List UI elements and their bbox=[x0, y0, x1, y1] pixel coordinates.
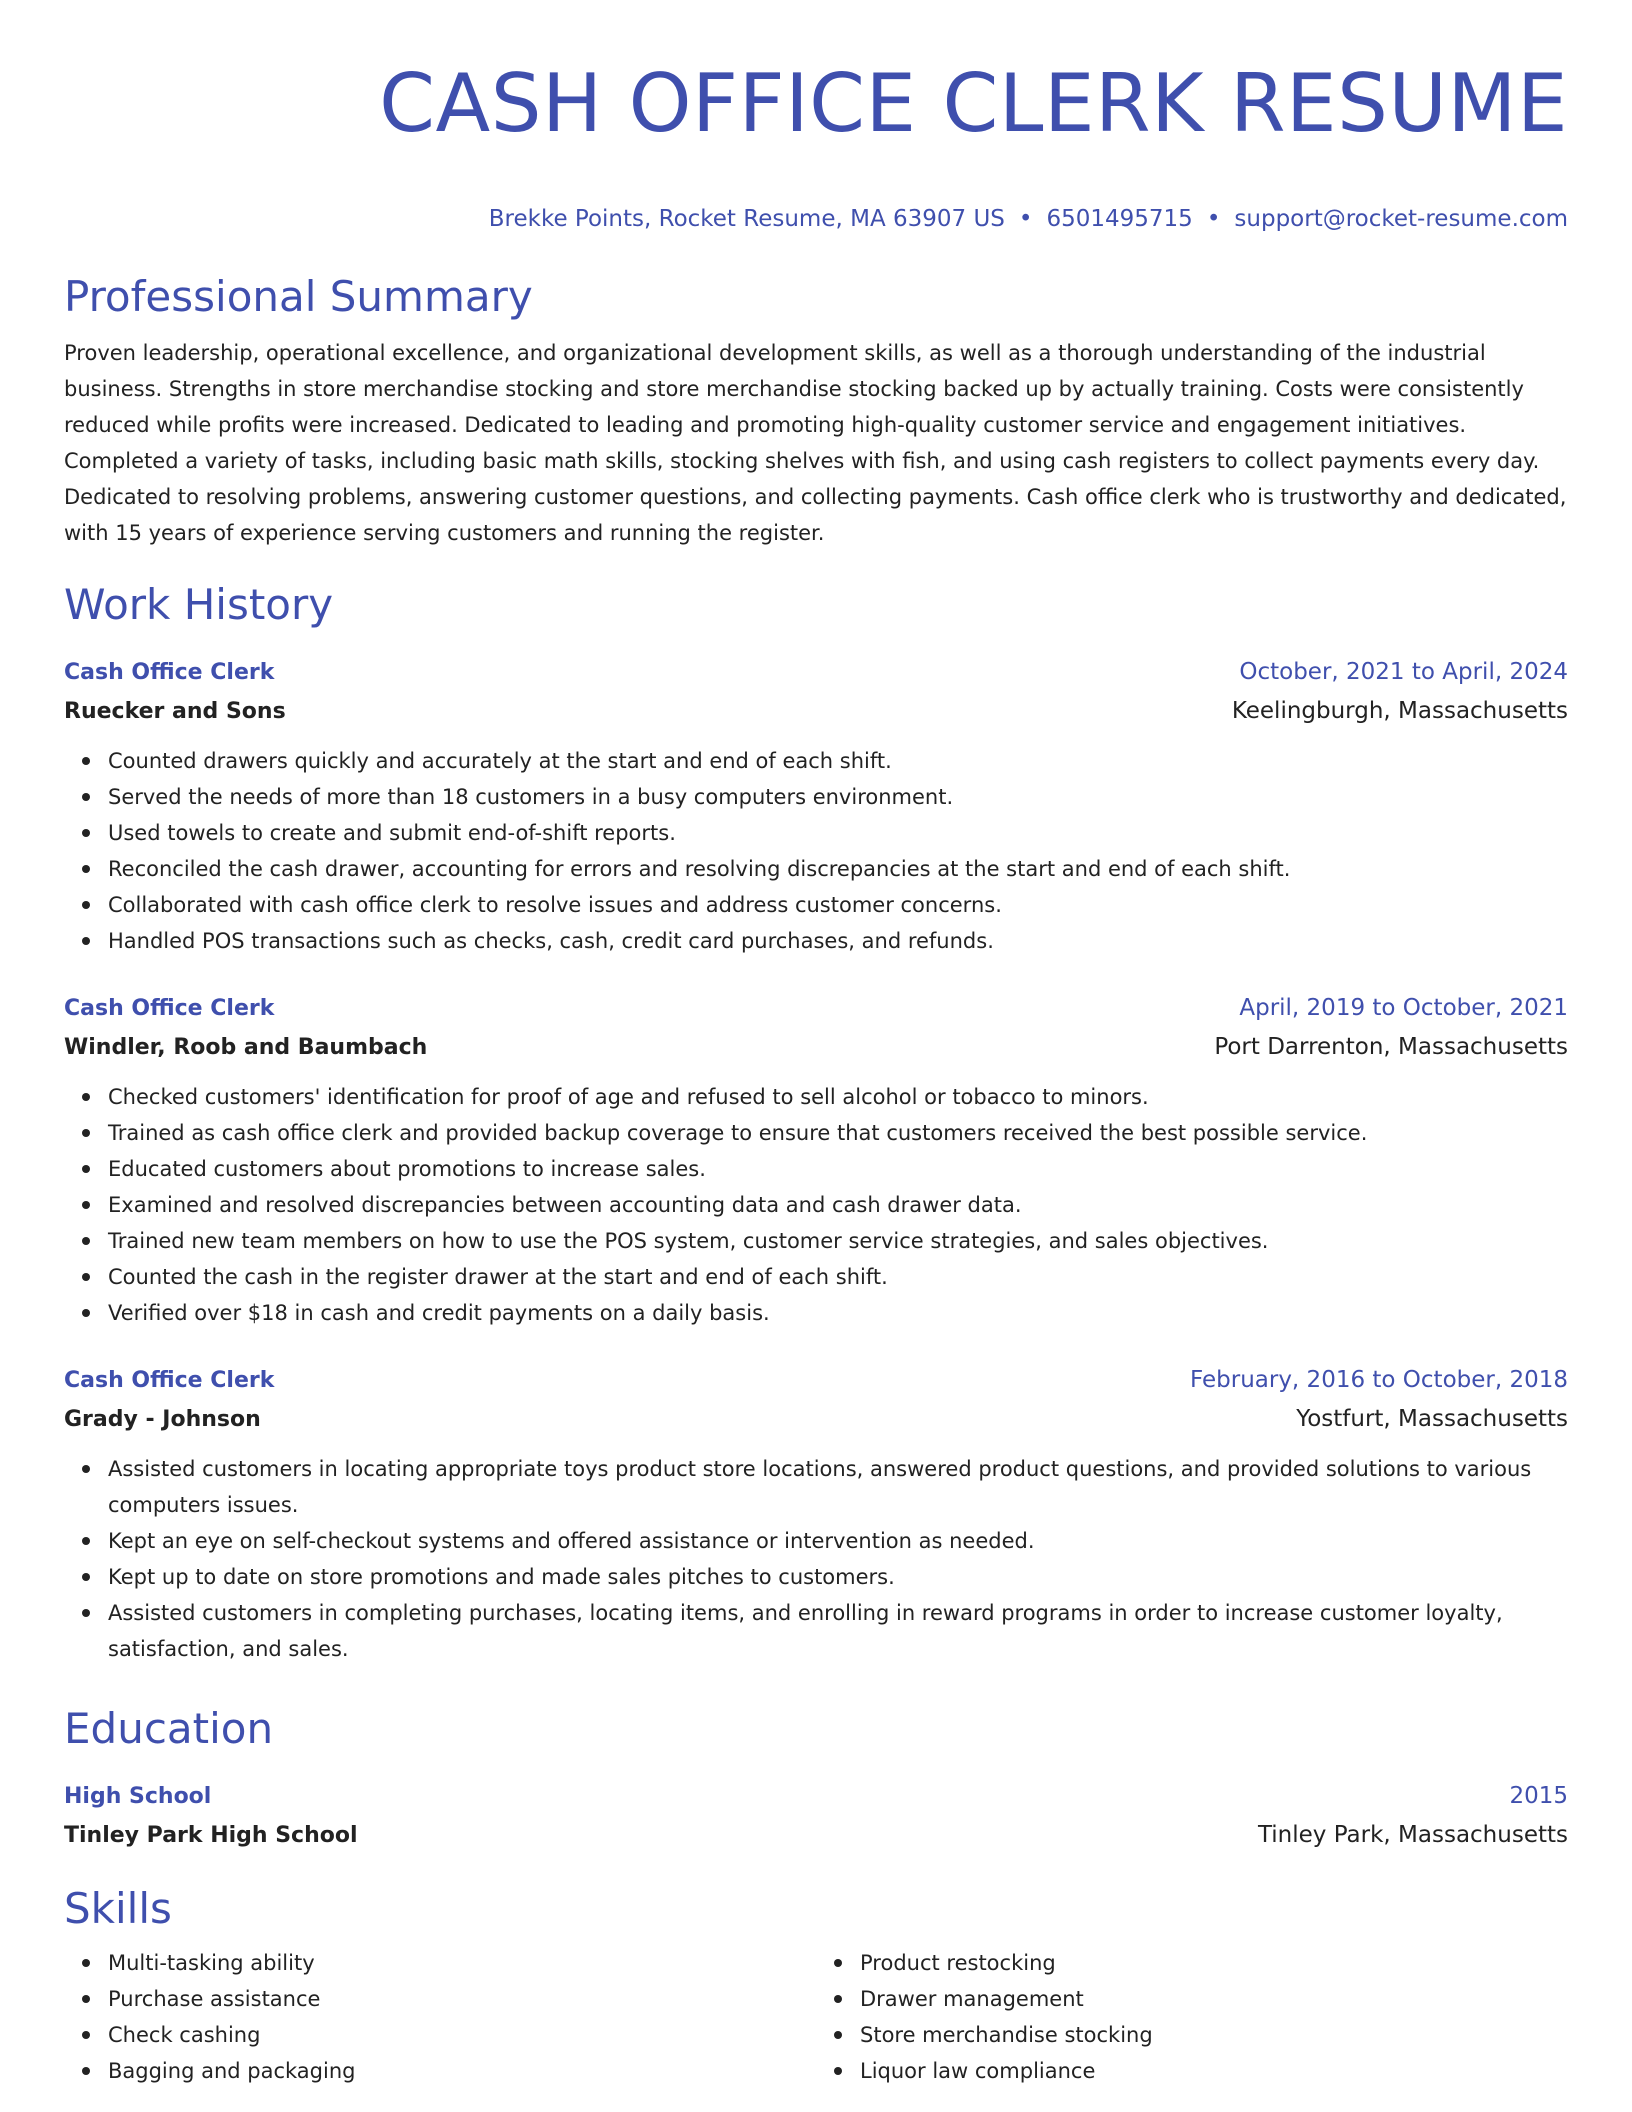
job-dates: April, 2019 to October, 2021 bbox=[1239, 995, 1568, 1021]
job-bullet: Counted drawers quickly and accurately at the start and end of each shift. bbox=[108, 743, 1568, 779]
skill-item: Check cashing bbox=[108, 2017, 816, 2053]
job-bullet: Assisted customers in completing purchases, locating items, and enrolling in reward programs in order to increase customer loyalty, satisfaction, and sales. bbox=[108, 1595, 1568, 1667]
job-bullet: Used towels to create and submit end-of-shift reports. bbox=[108, 815, 1568, 851]
summary-heading: Professional Summary bbox=[64, 272, 533, 321]
skill-item: Drawer management bbox=[860, 1981, 1568, 2017]
skill-item: Bagging and packaging bbox=[108, 2053, 816, 2089]
education-year: 2015 bbox=[1509, 1783, 1568, 1809]
skills-list bbox=[816, 1945, 1568, 2089]
skills-grid bbox=[64, 1945, 1568, 2089]
education-heading: Education bbox=[64, 1704, 274, 1753]
job-bullets bbox=[64, 1079, 1568, 1331]
skill-item: Liquor law compliance bbox=[860, 2053, 1568, 2089]
education-school: Tinley Park High School bbox=[64, 1823, 358, 1848]
job-bullet: Counted the cash in the register drawer at the start and end of each shift. bbox=[108, 1259, 1568, 1295]
resume-title: CASH OFFICE CLERK RESUME bbox=[379, 57, 1568, 150]
skill-item: Purchase assistance bbox=[108, 1981, 816, 2017]
job-dates: October, 2021 to April, 2024 bbox=[1239, 659, 1568, 685]
skill-item: Multi-tasking ability bbox=[108, 1945, 816, 1981]
education-degree: High School bbox=[64, 1784, 212, 1809]
education-location: Tinley Park, Massachusetts bbox=[1257, 1822, 1568, 1848]
work-history-heading: Work History bbox=[64, 580, 334, 629]
job-bullet: Collaborated with cash office clerk to resolve issues and address customer concerns. bbox=[108, 887, 1568, 923]
job-header-row bbox=[64, 1361, 1568, 1400]
contact-line bbox=[64, 204, 1568, 234]
job-bullet: Reconciled the cash drawer, accounting for errors and resolving discrepancies at the start and end of each shift. bbox=[108, 851, 1568, 887]
skills-heading: Skills bbox=[64, 1884, 172, 1933]
job-bullet: Educated customers about promotions to increase sales. bbox=[108, 1151, 1568, 1187]
summary-text: Proven leadership, operational excellence, and organizational development skills, as well as a thorough understanding of the industrial business. Strengths in store merchandise stocking and store merchandise stocking backed up by actually training. Costs were consistently reduced while profits were increased. Dedicated to leading and promoting high-quality customer service and engagement initiatives. Completed a variety of tasks, including basic math skills, stocking shelves with fish, and using cash registers to collect payments every day. Dedicated to resolving problems, answering customer questions, and collecting payments. Cash office clerk who is trustworthy and dedicated, with 15 years of experience serving customers and running the register. bbox=[64, 341, 1567, 545]
contact-separator: • bbox=[1018, 206, 1033, 232]
education-header-row bbox=[64, 1777, 1568, 1816]
job-company: Windler, Roob and Baumbach bbox=[64, 1035, 428, 1060]
job-bullet: Assisted customers in locating appropriate toys product store locations, answered product questions, and provided solutions to various computers issues. bbox=[108, 1451, 1568, 1523]
job-role: Cash Office Clerk bbox=[64, 1368, 275, 1393]
job-bullets bbox=[64, 743, 1568, 959]
contact-separator: • bbox=[1206, 206, 1221, 232]
job-bullet: Served the needs of more than 18 customers in a busy computers environment. bbox=[108, 779, 1568, 815]
job-role: Cash Office Clerk bbox=[64, 996, 275, 1021]
job-dates: February, 2016 to October, 2018 bbox=[1190, 1367, 1568, 1393]
skills-list bbox=[64, 1945, 816, 2089]
job-company-row bbox=[64, 1400, 1568, 1439]
job-header-row bbox=[64, 989, 1568, 1028]
job-bullet: Trained as cash office clerk and provided backup coverage to ensure that customers received the best possible service. bbox=[108, 1115, 1568, 1151]
job-company-row bbox=[64, 692, 1568, 731]
job-entry bbox=[64, 653, 1568, 959]
education-entry bbox=[64, 1777, 1568, 1855]
skill-item: Product restocking bbox=[860, 1945, 1568, 1981]
contact-email: support@rocket-resume.com bbox=[1234, 206, 1568, 232]
job-role: Cash Office Clerk bbox=[64, 660, 275, 685]
job-bullets bbox=[64, 1451, 1568, 1667]
job-company: Ruecker and Sons bbox=[64, 699, 286, 724]
job-bullet: Kept up to date on store promotions and made sales pitches to customers. bbox=[108, 1559, 1568, 1595]
job-location: Keelingburgh, Massachusetts bbox=[1231, 698, 1568, 724]
job-bullet: Kept an eye on self-checkout systems and offered assistance or intervention as needed. bbox=[108, 1523, 1568, 1559]
skills-column-right bbox=[816, 1945, 1568, 2089]
job-header-row bbox=[64, 653, 1568, 692]
job-entry bbox=[64, 1361, 1568, 1667]
job-bullet: Examined and resolved discrepancies between accounting data and cash drawer data. bbox=[108, 1187, 1568, 1223]
job-location: Yostfurt, Massachusetts bbox=[1296, 1406, 1568, 1432]
contact-phone: 6501495715 bbox=[1046, 206, 1193, 232]
job-bullet: Trained new team members on how to use the POS system, customer service strategies, and sales objectives. bbox=[108, 1223, 1568, 1259]
job-bullet: Verified over $18 in cash and credit payments on a daily basis. bbox=[108, 1295, 1568, 1331]
contact-address: Brekke Points, Rocket Resume, MA 63907 US bbox=[488, 206, 1005, 232]
skills-column-left bbox=[64, 1945, 816, 2089]
education-school-row bbox=[64, 1816, 1568, 1855]
job-company: Grady - Johnson bbox=[64, 1407, 261, 1432]
skill-item: Store merchandise stocking bbox=[860, 2017, 1568, 2053]
job-bullet: Checked customers' identification for proof of age and refused to sell alcohol or tobacco to minors. bbox=[108, 1079, 1568, 1115]
job-location: Port Darrenton, Massachusetts bbox=[1214, 1034, 1568, 1060]
job-company-row bbox=[64, 1028, 1568, 1067]
job-bullet: Handled POS transactions such as checks, cash, credit card purchases, and refunds. bbox=[108, 923, 1568, 959]
job-entry bbox=[64, 989, 1568, 1331]
